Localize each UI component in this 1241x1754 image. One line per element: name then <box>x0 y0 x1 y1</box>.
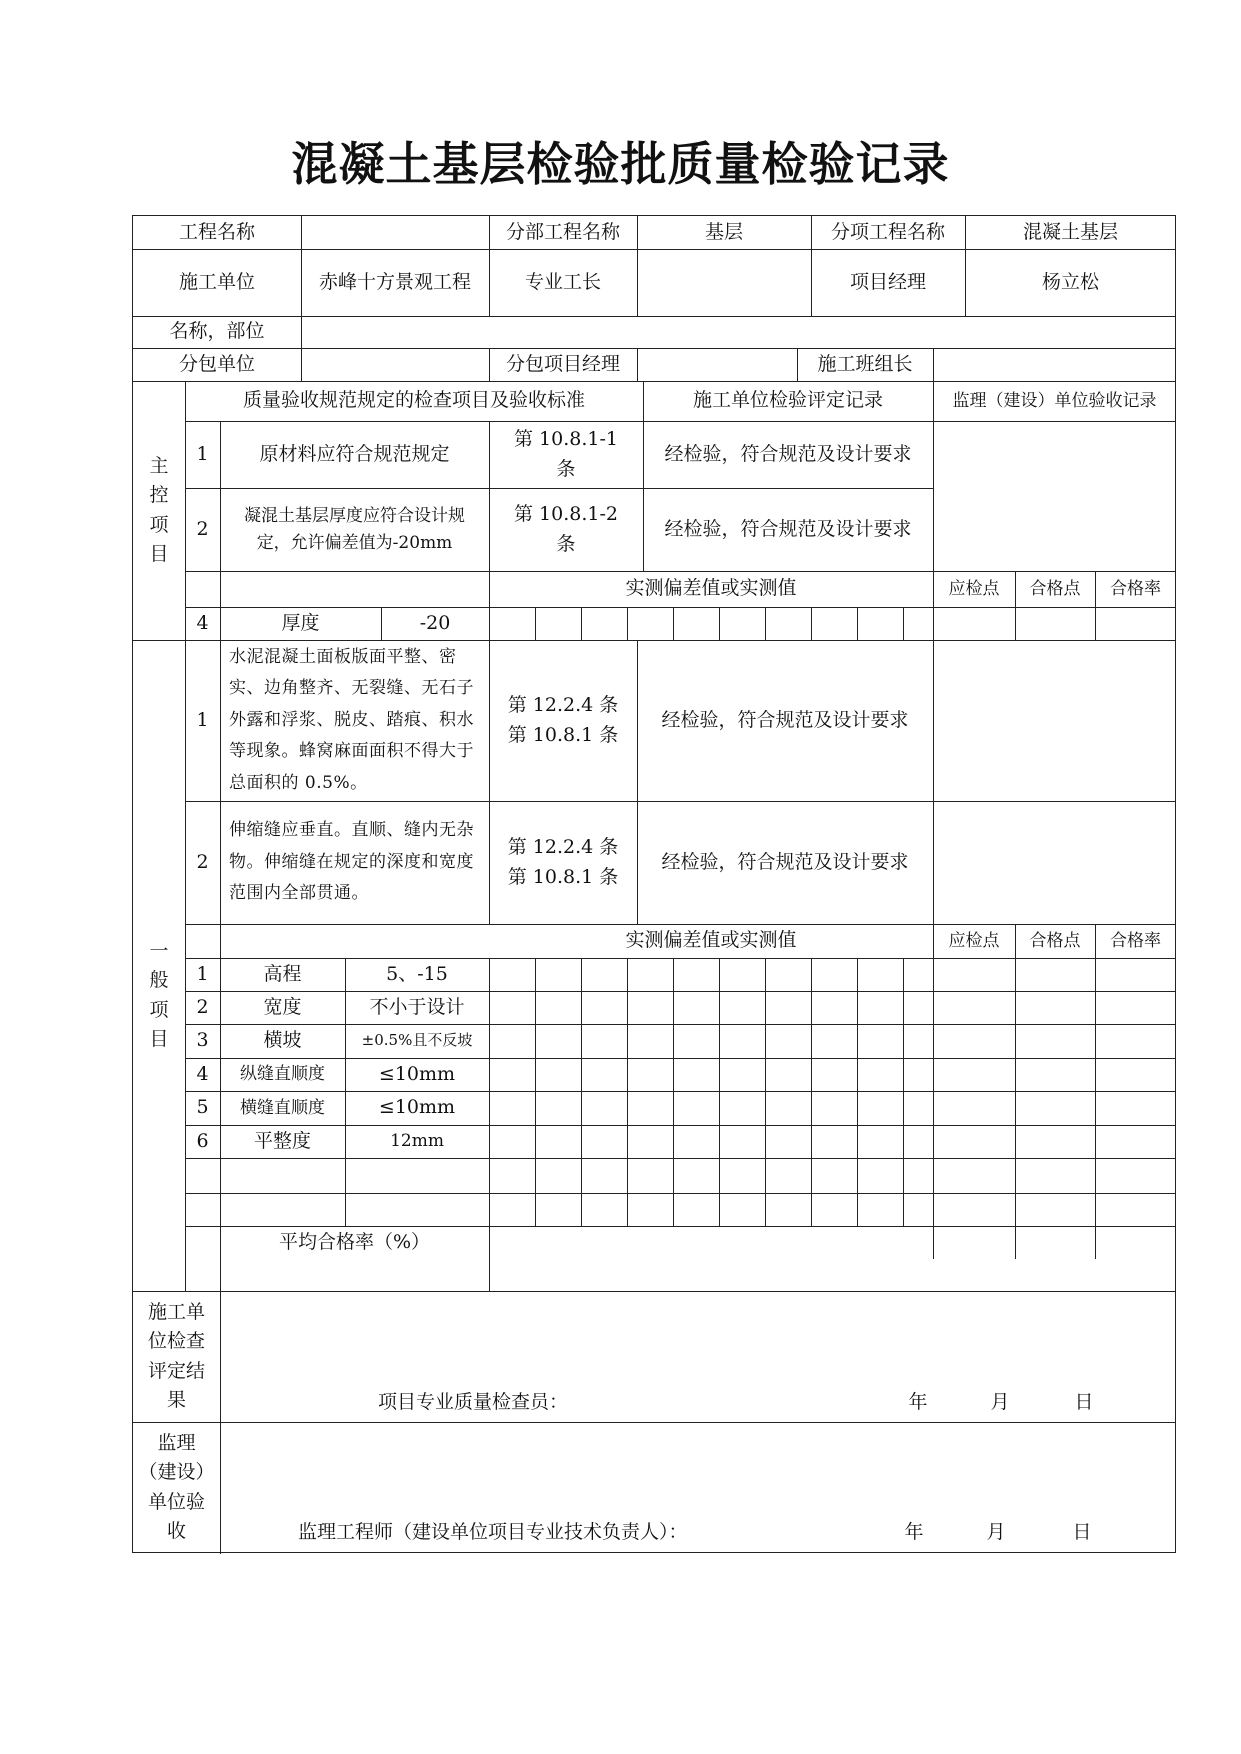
col-divider <box>1095 924 1096 1259</box>
col-divider <box>489 958 490 1291</box>
measure-row-item: 平整度 <box>253 1129 311 1152</box>
average-pass-rate-label: 平均合格率（%） <box>278 1230 431 1253</box>
project-manager-value[interactable]: 杨立松 <box>1041 270 1099 293</box>
col-divider <box>627 958 628 1226</box>
measure-row-item: 纵缝直顺度 <box>240 1064 325 1085</box>
measure-row-value: 不小于设计 <box>369 995 465 1018</box>
row-divider <box>133 1422 1176 1423</box>
measure-row-no: 4 <box>196 611 209 634</box>
pass-rate-header: 合格率 <box>1110 578 1161 599</box>
general-item-result[interactable]: 经检验，符合规范及设计要求 <box>661 708 909 731</box>
col-divider <box>535 607 536 640</box>
measure-row-value: 12mm <box>390 1131 444 1152</box>
measure-row-item: 厚度 <box>281 611 320 634</box>
measure-row-no: 5 <box>196 1096 209 1119</box>
supervisor-day: 日 <box>1072 1521 1092 1544</box>
main-item-no: 2 <box>196 517 209 540</box>
col-divider <box>857 607 858 640</box>
main-item-result[interactable]: 经检验，符合规范及设计要求 <box>664 517 912 540</box>
col-divider <box>581 607 582 640</box>
col-divider <box>489 421 490 571</box>
subcontract-pm-label: 分包项目经理 <box>505 352 620 375</box>
supervisor-month: 月 <box>986 1521 1006 1544</box>
measure-row-item: 宽度 <box>263 995 302 1018</box>
measure-row-item: 高程 <box>263 962 302 985</box>
col-divider <box>903 607 904 640</box>
row-divider <box>133 1291 1176 1292</box>
col-divider <box>811 958 812 1226</box>
construction-unit-value[interactable]: 赤峰十方景观工程 <box>318 270 471 293</box>
item-project-label: 分项工程名称 <box>830 220 945 243</box>
col-divider <box>903 958 904 1226</box>
row-divider <box>185 1158 1176 1159</box>
col-divider <box>719 607 720 640</box>
main-control-label: 主 控 项 目 <box>149 454 169 565</box>
contractor-month: 月 <box>990 1391 1010 1414</box>
row-divider <box>185 1193 1176 1194</box>
col-divider <box>220 1291 221 1554</box>
col-divider <box>535 958 536 1226</box>
measured-header: 实测偏差值或实测值 <box>625 577 797 600</box>
sub-project-label: 分部工程名称 <box>505 220 620 243</box>
supervisor-acceptance-label: 监理 （建设） 单位验 收 <box>138 1431 215 1542</box>
name-part-label: 名称，部位 <box>169 320 265 343</box>
contractor-result-label: 施工单 位检查 评定结 果 <box>147 1300 205 1411</box>
construction-unit-label: 施工单位 <box>178 270 255 293</box>
check-items-header: 质量验收规范规定的检查项目及验收标准 <box>242 389 585 412</box>
pass-points-header: 合格点 <box>1029 930 1081 951</box>
foreman-value[interactable] <box>637 249 811 316</box>
col-divider <box>765 607 766 640</box>
project-name-label: 工程名称 <box>178 220 255 243</box>
supervisor-engineer-label: 监理工程师（建设单位项目专业技术负责人）： <box>298 1521 688 1544</box>
contractor-record-header: 施工单位检验评定记录 <box>692 389 883 412</box>
contractor-inspector-label: 项目专业质量检查员： <box>378 1391 569 1414</box>
measure-row-value: ≤10mm <box>378 1096 456 1119</box>
col-divider <box>811 607 812 640</box>
main-item-desc: 原材料应符合规范规定 <box>259 442 450 465</box>
measure-row-no: 4 <box>196 1062 209 1085</box>
col-divider <box>673 958 674 1226</box>
general-item-result[interactable]: 经检验，符合规范及设计要求 <box>661 850 909 873</box>
team-leader-label: 施工班组长 <box>817 352 913 375</box>
measured-header: 实测偏差值或实测值 <box>625 929 797 952</box>
main-item-desc: 凝混土基层厚度应符合设计规定，允许偏差值为-20mm <box>244 506 465 553</box>
measure-row-no: 3 <box>196 1029 209 1052</box>
main-item-clause: 第 10.8.1-1 条 <box>514 428 618 480</box>
measure-row-item: 横坡 <box>263 1029 302 1052</box>
sub-project-value[interactable]: 基层 <box>704 220 743 243</box>
supervisor-year: 年 <box>904 1521 924 1544</box>
col-divider <box>765 958 766 1226</box>
measure-row-item: 横缝直顺度 <box>240 1097 325 1118</box>
general-item-clause: 第 12.2.4 条 第 10.8.1 条 <box>507 694 619 746</box>
general-item-desc: 伸缩缝应垂直。直顺、缝内无杂物。伸缩缝在规定的深度和宽度范围内全部贯通。 <box>229 820 474 904</box>
supervisor-record-header: 监理（建设）单位验收记录 <box>952 390 1157 411</box>
general-item-clause: 第 12.2.4 条 第 10.8.1 条 <box>507 836 619 888</box>
measure-row-no: 6 <box>196 1129 209 1152</box>
project-name-value[interactable] <box>301 216 489 249</box>
col-divider <box>933 348 934 381</box>
page-title: 混凝土基层检验批质量检验记录 <box>291 137 950 191</box>
general-label: 一 般 项 目 <box>149 939 169 1050</box>
general-item-no: 2 <box>196 850 209 873</box>
col-divider <box>1015 924 1016 1259</box>
contractor-year: 年 <box>908 1391 928 1414</box>
general-item-no: 1 <box>196 708 209 731</box>
measure-row-value: ±0.5%且不反坡 <box>361 1031 473 1050</box>
main-item-clause: 第 10.8.1-2 条 <box>514 503 618 555</box>
main-item-no: 1 <box>196 442 209 465</box>
measure-row-value: 5、-15 <box>386 962 448 985</box>
should-check-header: 应检点 <box>948 578 1000 599</box>
item-project-value[interactable]: 混凝土基层 <box>1022 220 1118 243</box>
pass-rate-header: 合格率 <box>1110 930 1161 951</box>
pass-points-header: 合格点 <box>1029 578 1081 599</box>
main-item-result[interactable]: 经检验，符合规范及设计要求 <box>664 442 912 465</box>
subcontract-unit-label: 分包单位 <box>178 352 255 375</box>
inspection-form <box>132 215 1176 1553</box>
measure-row-value: ≤10mm <box>378 1062 456 1085</box>
foreman-label: 专业工长 <box>524 270 601 293</box>
project-manager-label: 项目经理 <box>849 270 926 293</box>
measure-row-value: -20 <box>419 611 451 634</box>
col-divider <box>637 348 638 381</box>
col-divider <box>301 316 302 381</box>
col-divider <box>673 607 674 640</box>
should-check-header: 应检点 <box>948 930 1000 951</box>
col-divider <box>627 607 628 640</box>
contractor-day: 日 <box>1074 1391 1094 1414</box>
col-divider <box>857 958 858 1226</box>
measure-row-no: 1 <box>196 962 209 985</box>
col-divider <box>581 958 582 1226</box>
general-item-desc: 水泥混凝土面板版面平整、密实、边角整齐、无裂缝、无石子外露和浮浆、脱皮、踏痕、积水等现象。蜂窝麻面面积不得大于总面积的 0.5%。 <box>229 646 474 793</box>
col-divider <box>719 958 720 1226</box>
measure-row-no: 2 <box>196 995 209 1018</box>
